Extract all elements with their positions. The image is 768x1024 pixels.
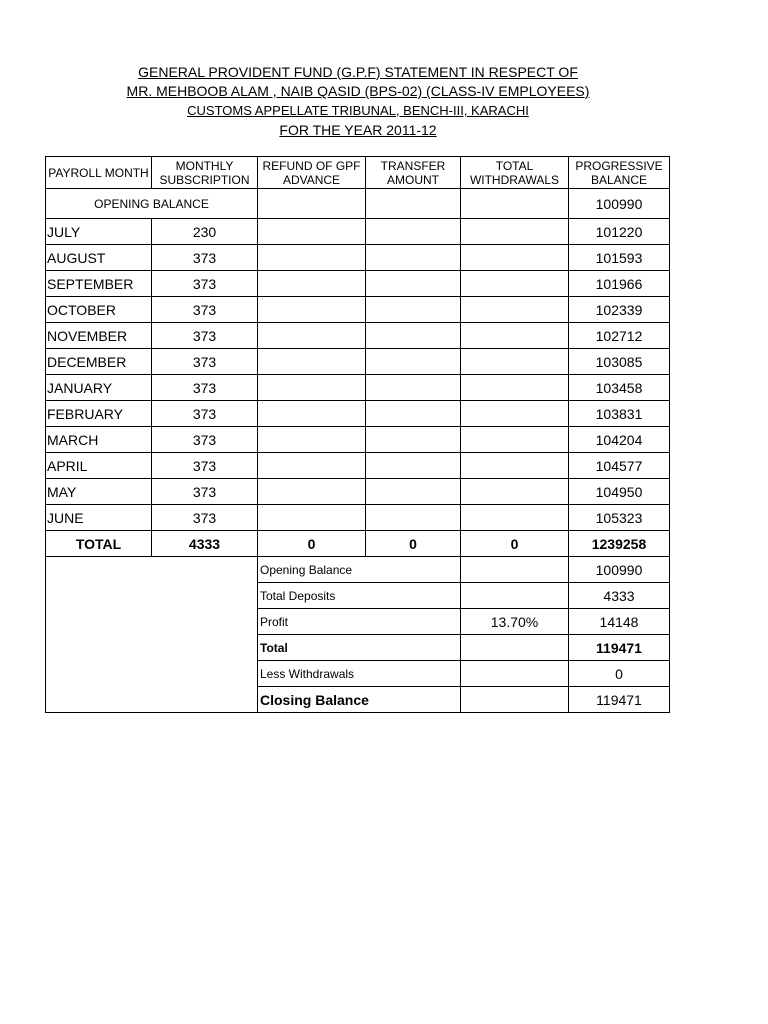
gpf-statement-table [45,156,670,713]
total-subscription: 4333 [152,531,258,557]
empty-cell [366,245,461,271]
month-balance: 102712 [569,323,670,349]
header-transfer: TRANSFER AMOUNT [366,157,461,189]
month-name: OCTOBER [46,297,152,323]
empty-cell [461,323,569,349]
month-subscription: 373 [152,271,258,297]
table-row [46,271,670,297]
empty-cell [461,453,569,479]
month-subscription: 373 [152,453,258,479]
opening-balance-value: 100990 [569,189,670,219]
empty-cell [461,583,569,609]
empty-cell [461,245,569,271]
month-name: JULY [46,219,152,245]
empty-cell [366,375,461,401]
empty-cell [366,505,461,531]
empty-cell [366,479,461,505]
month-balance: 102339 [569,297,670,323]
title-line-3: CUSTOMS APPELLATE TRIBUNAL, BENCH-III, KARACHI [187,103,529,118]
month-balance: 103458 [569,375,670,401]
header-monthly-subscription: MONTHLY SUBSCRIPTION [152,157,258,189]
title-line-2: MR. MEHBOOB ALAM , NAIB QASID (BPS-02) (CLASS-IV EMPLOYEES) [126,83,590,99]
header-withdrawals: TOTAL WITHDRAWALS [461,157,569,189]
empty-cell [258,245,366,271]
empty-cell [258,375,366,401]
month-name: SEPTEMBER [46,271,152,297]
summary-profit-label: Profit [258,609,461,635]
table-row [46,297,670,323]
table-row [46,245,670,271]
header-payroll-month: PAYROLL MONTH [46,157,152,189]
empty-cell [461,479,569,505]
table-row [46,479,670,505]
empty-cell [366,401,461,427]
empty-cell [258,189,366,219]
summary-opening-row [46,557,670,583]
empty-cell [366,219,461,245]
empty-cell [461,505,569,531]
empty-cell [461,687,569,713]
title-line-1: GENERAL PROVIDENT FUND (G.P.F) STATEMENT IN RESPECT OF [138,64,578,80]
month-balance: 101593 [569,245,670,271]
table-row [46,505,670,531]
total-refund: 0 [258,531,366,557]
month-subscription: 373 [152,505,258,531]
month-name: NOVEMBER [46,323,152,349]
summary-less-label: Less Withdrawals [258,661,461,687]
empty-cell [258,453,366,479]
empty-cell [258,271,366,297]
empty-cell [366,271,461,297]
empty-cell [366,453,461,479]
summary-opening-label: Opening Balance [258,557,461,583]
table-row [46,427,670,453]
empty-cell [461,635,569,661]
summary-total-label: Total [258,635,461,661]
statement-title [0,63,716,140]
summary-deposits-value: 4333 [569,583,670,609]
month-balance: 104204 [569,427,670,453]
empty-cell [461,297,569,323]
empty-cell [461,427,569,453]
table-row [46,401,670,427]
empty-cell [461,189,569,219]
total-withdrawals: 0 [461,531,569,557]
opening-balance-label: OPENING BALANCE [46,189,258,219]
summary-total-value: 119471 [569,635,670,661]
month-name: MARCH [46,427,152,453]
month-subscription: 230 [152,219,258,245]
summary-deposits-label: Total Deposits [258,583,461,609]
month-balance: 101220 [569,219,670,245]
total-transfer: 0 [366,531,461,557]
month-name: JANUARY [46,375,152,401]
table-row [46,375,670,401]
month-subscription: 373 [152,297,258,323]
month-subscription: 373 [152,479,258,505]
empty-cell [366,189,461,219]
total-label: TOTAL [46,531,152,557]
month-subscription: 373 [152,375,258,401]
empty-cell [366,297,461,323]
month-subscription: 373 [152,427,258,453]
month-subscription: 373 [152,323,258,349]
month-subscription: 373 [152,401,258,427]
empty-cell [258,401,366,427]
opening-balance-row [46,189,670,219]
header-refund: REFUND OF GPF ADVANCE [258,157,366,189]
empty-cell [258,297,366,323]
summary-profit-rate: 13.70% [461,609,569,635]
month-balance: 103831 [569,401,670,427]
empty-cell [461,661,569,687]
empty-cell [258,219,366,245]
title-line-4: FOR THE YEAR 2011-12 [279,122,437,138]
month-subscription: 373 [152,245,258,271]
empty-cell [461,271,569,297]
table-row [46,349,670,375]
total-balance: 1239258 [569,531,670,557]
empty-cell [366,349,461,375]
summary-closing-label: Closing Balance [258,687,461,713]
empty-cell [258,323,366,349]
empty-cell [258,505,366,531]
total-row [46,531,670,557]
summary-opening-value: 100990 [569,557,670,583]
empty-cell [366,427,461,453]
empty-cell [461,557,569,583]
month-subscription: 373 [152,349,258,375]
month-name: AUGUST [46,245,152,271]
summary-closing-value: 119471 [569,687,670,713]
empty-cell [258,349,366,375]
summary-profit-value: 14148 [569,609,670,635]
table-row [46,323,670,349]
month-name: MAY [46,479,152,505]
empty-cell [461,219,569,245]
table-row [46,453,670,479]
month-balance: 103085 [569,349,670,375]
empty-cell [258,427,366,453]
month-name: DECEMBER [46,349,152,375]
summary-blank-area [46,557,258,713]
month-balance: 104950 [569,479,670,505]
month-balance: 104577 [569,453,670,479]
empty-cell [461,401,569,427]
table-row [46,219,670,245]
empty-cell [366,323,461,349]
summary-less-value: 0 [569,661,670,687]
empty-cell [258,479,366,505]
empty-cell [461,349,569,375]
month-name: APRIL [46,453,152,479]
month-balance: 105323 [569,505,670,531]
table-header-row [46,157,670,189]
month-name: JUNE [46,505,152,531]
month-name: FEBRUARY [46,401,152,427]
month-balance: 101966 [569,271,670,297]
header-progressive-balance: PROGRESSIVE BALANCE [569,157,670,189]
empty-cell [461,375,569,401]
